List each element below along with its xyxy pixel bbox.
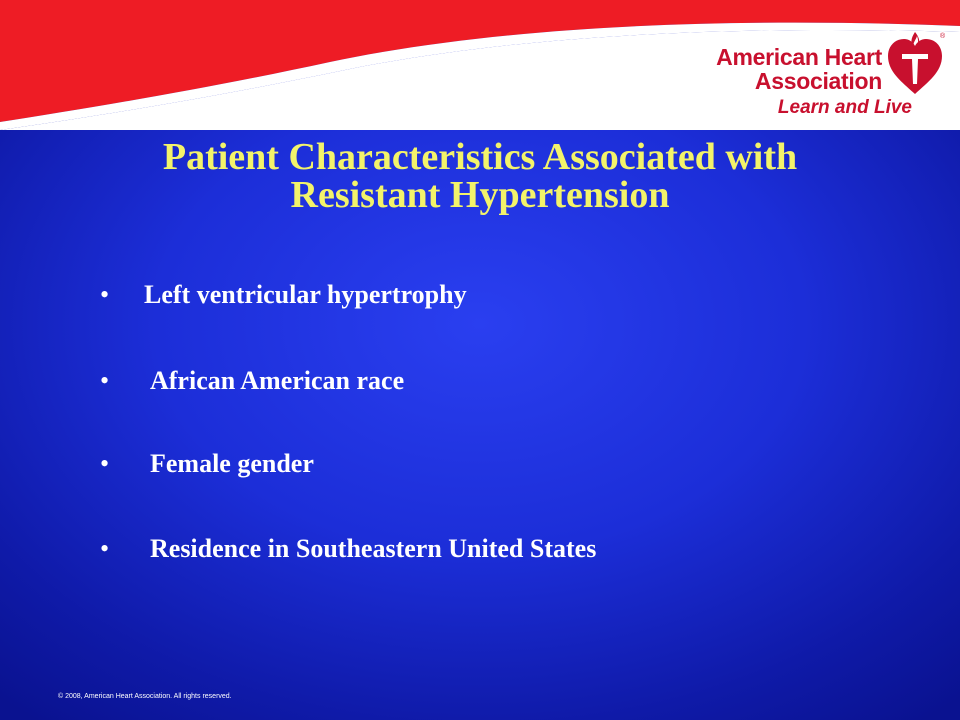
logo-text-line1: American Heart	[716, 44, 882, 70]
bullet-dot: •	[100, 449, 110, 478]
slide-title-line2: Resistant Hypertension	[290, 174, 670, 216]
bullet-text: Residence in Southeastern United States	[150, 534, 597, 563]
bullet-dot: •	[100, 534, 110, 563]
logo-text-line2: Association	[754, 68, 882, 94]
bullet-text: Female gender	[150, 449, 314, 478]
registered-mark: ®	[940, 33, 946, 40]
bullet-text: Left ventricular hypertrophy	[144, 280, 467, 309]
bullet-dot: •	[100, 366, 110, 395]
bullet-dot: •	[100, 280, 110, 309]
logo-tagline: Learn and Live	[777, 97, 912, 118]
bullet-text: African American race	[150, 366, 405, 395]
slide-title-line1: Patient Characteristics Associated with	[162, 136, 798, 178]
copyright-notice: © 2008, American Heart Association. All rights reserved.	[58, 693, 232, 700]
